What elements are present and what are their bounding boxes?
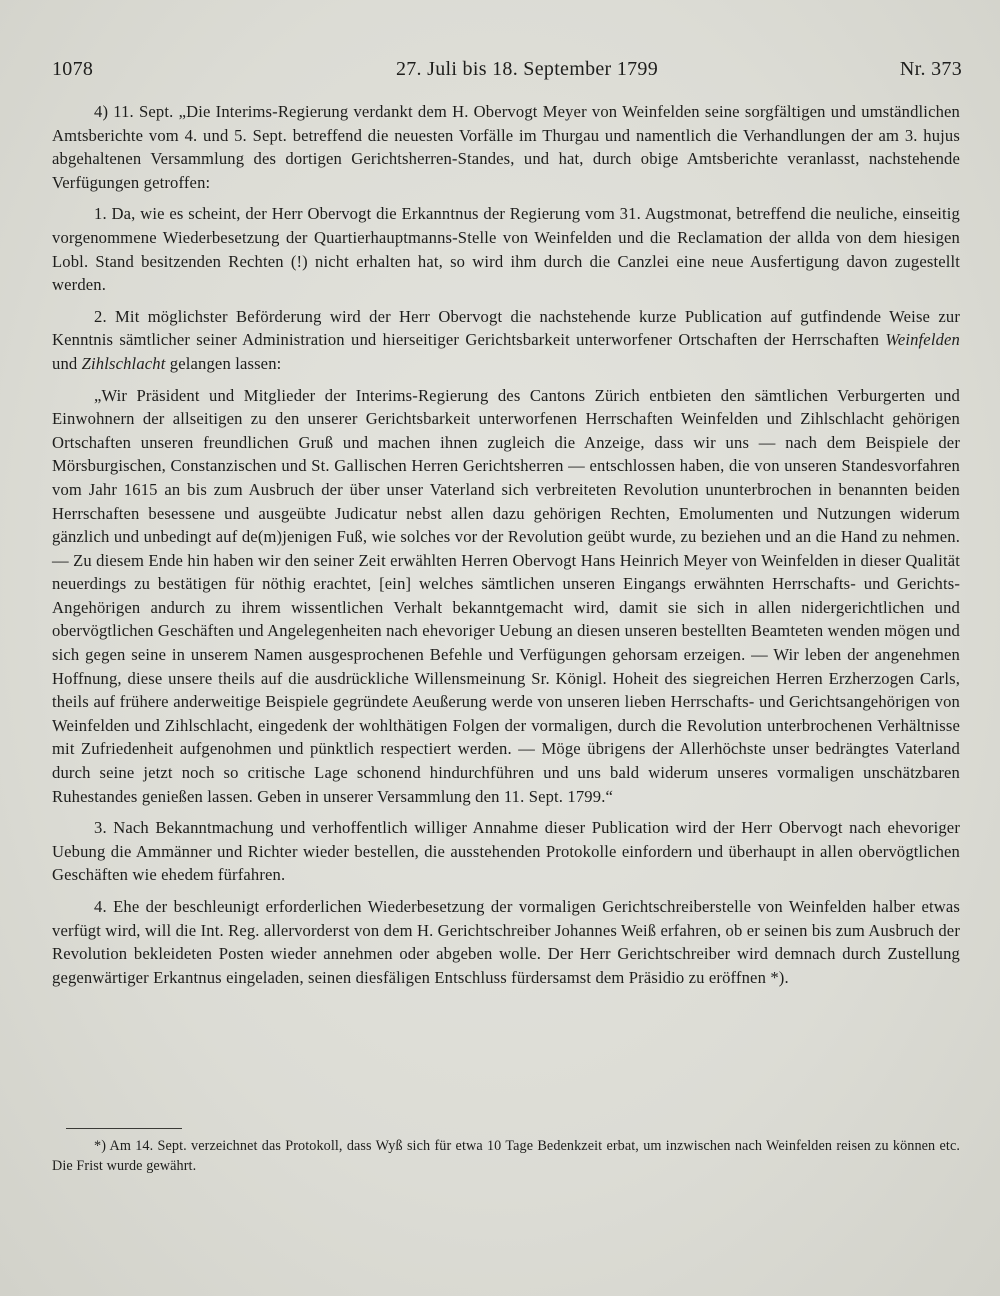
item-2-paragraph	[52, 305, 960, 376]
main-text	[52, 100, 960, 989]
publication-quote: „Wir Präsident und Mitglieder der Interims-Regierung des Cantons Zürich entbieten den sämtlichen Verburgerten und Einwohnern der allseitigen zu den unserer Gerichtsbarkeit unterworfenen Herrschaften Weinfelden und Zihlschlacht gehörigen Ortschaften unseren freundlichen Gruß und machen ihnen zugleich die Anzeige, dass wir uns — nach dem Beispiele der Mörsburgischen, Constanzischen und St. Gallischen Herren Gerichtsherren — entschlossen haben, die von unseren Standesvorfahren vom Jahr 1615 an bis zum Ausbruch der über unser Vaterland sich verbreiteten Revolution ununterbrochen in benannten beiden Herrschaften besessene und ausgeübte Judicatur nebst allen dazu gehörigen Rechten, Emolumenten und Nutzungen widerum gänzlich und unbedingt auf de(m)jenigen Fuß, wie solches vor der Revolution geübt wurde, zu beziehen und an die Hand zu nehmen. — Zu diesem Ende hin haben wir den seiner Zeit erwählten Herren Obervogt Hans Heinrich Meyer von Weinfelden in dieser Qualität neuerdings zu bestätigen für nöthig erachtet, [ein] welches sämtlichen unseren Eingangs erwähnten Herrschafts- und Gerichts-Angehörigen andurch zu ihrem wissentlichen Verhalt bekanntgemacht wird, damit sie sich in allen nidergerichtlichen und obervögtlichen Geschäften und Angelegenheiten nach ehevoriger Uebung an diesen unseren bestellten Beamteten wenden mögen und sich gegen seine in unserem Namen ausgesprochenen Befehle und Verfügungen gehorsam erzeigen. — Wir leben der angenehmen Hoffnung, diese unsere theils auf die ausdrückliche Willensmeinung Sr. Königl. Hoheit des siegreichen Herren Erzherzogen Carls, theils auf frühere anderweitige Beispiele gegründete Aeußerung werde von unseren lieben Herrschafts- und Gerichtsangehörigen von Weinfelden und Zihlschlacht, eingedenk der wohlthätigen Folgen der vormaligen, durch die Revolution unterbrochenen Verhältnisse mit Zufriedenheit aufgenohmen und pünktlich respectiert werden. — Möge übrigens der Allerhöchste unser bedrängtes Vaterland durch seine jetzt noch so critische Lage schonend hindurchführen und uns bald widerum unseres vormaligen unschätzbaren Ruhestandes genießen lassen. Geben in unserer Versammlung den 11. Sept. 1799.“	[52, 385, 960, 806]
item-4-paragraph: 4. Ehe der beschleunigt erforderlichen Wiederbesetzung der vormaligen Gerichtschreiberstelle von Weinfelden halber etwas verfügt wird, will die Int. Reg. allervorderst von dem H. Gerichtschreiber Johannes Weiß erfahren, ob er seinen bis zum Ausbruch der Revolution bekleideten Posten wieder annehmen oder abgeben wolle. Der Herr Gerichtschreiber wird demnach durch Zustellung gegenwärtiger Erkantnus eingeladen, seinen diesfäligen Entschluss fürdersamst dem Präsidio zu eröffnen *).	[52, 897, 960, 987]
place-name-zihlschlacht: Zihlschlacht	[81, 353, 166, 373]
place-name-weinfelden: Weinfelden	[885, 330, 960, 350]
page-header	[52, 58, 962, 88]
item-2-text-after: gelangen lassen:	[165, 353, 282, 373]
footnote-divider	[66, 1128, 182, 1129]
item-2-text-middle: und	[52, 353, 82, 373]
item-1-paragraph: 1. Da, wie es scheint, der Herr Obervogt die Erkanntnus der Regierung vom 31. Augstmonat, betreffend die neuliche, einseitig vorgenommene Wiederbesetzung der Quartierhauptmanns-Stelle von Weinfelden und die Reclamation der allda von dem hiesigen Lobl. Stand besitzenden Rechten (!) nicht erhalten hat, so wird ihm durch die Canzlei eine neue Ausfertigung davon zugestellt werden.	[52, 204, 960, 295]
document-number: Nr. 373	[899, 58, 962, 80]
item-3-paragraph: 3. Nach Bekanntmachung und verhoffentlich williger Annahme dieser Publication wird der Herr Obervogt nach ehevoriger Uebung die Ammänner und Richter wieder bestellen, die ausstehenden Protokolle einfordern und überhaupt in allen obervögtlichen Geschäften wie ehedem fürfahren.	[52, 818, 960, 885]
page-number: 1078	[52, 58, 94, 80]
footnote: *) Am 14. Sept. verzeichnet das Protokoll, dass Wyß sich für etwa 10 Tage Bedenkzeit erbat, um inzwischen nach Weinfelden reisen zu können etc. Die Frist wurde gewährt.	[52, 1138, 960, 1174]
item-2-text-before: 2. Mit möglichster Beförderung wird der Herr Obervogt die nachstehende kurze Publication auf gutfindende Weise zur Kenntnis sämtlicher seiner Administration und hierseitiger Gerichtsbarkeit unterworfener Ortschaften der Herrschaften	[52, 306, 960, 350]
paragraph-4-sept-11: 4) 11. Sept. „Die Interims-Regierung verdankt dem H. Obervogt Meyer von Weinfelden seine sorgfältigen und umständlichen Amtsberichte vom 4. und 5. Sept. betreffend die neuesten Vorfälle im Thurgau und namentlich die Verhandlungen der am 3. hujus abgehaltenen Versammlung des dortigen Gerichtsherren-Standes, und hat, durch obige Amtsberichte veranlasst, nachstehende Verfügungen getroffen:	[52, 102, 960, 192]
header-date-range: 27. Juli bis 18. September 1799	[395, 58, 659, 80]
